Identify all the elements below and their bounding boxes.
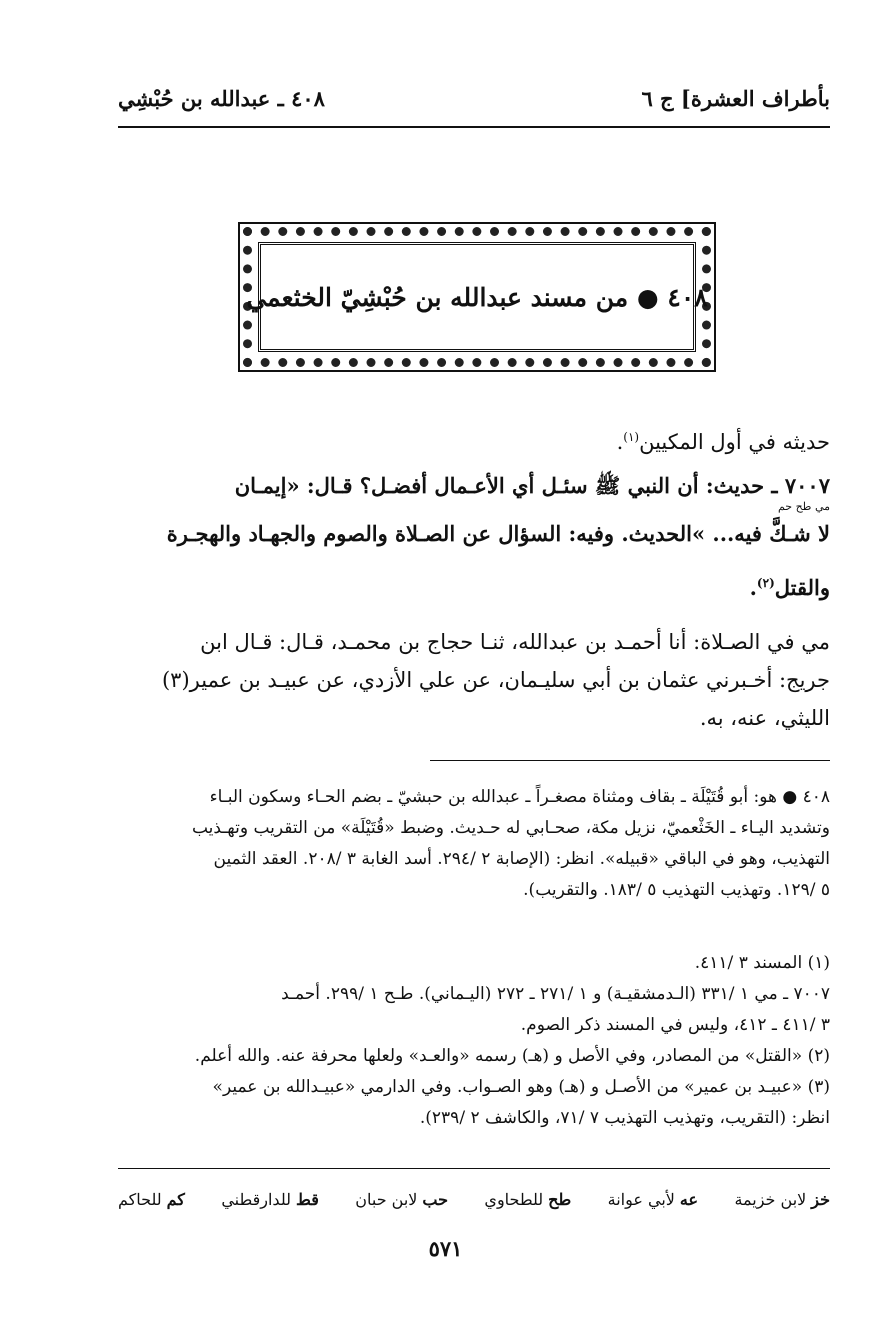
page-number: ٥٧١: [428, 1236, 463, 1261]
biography-note: [118, 782, 830, 906]
abbrev-name: للحاكم: [118, 1189, 162, 1209]
abbrev-name: لابن حبان: [355, 1189, 418, 1209]
abbrev-name: لابن خزيمة: [734, 1189, 807, 1209]
isnad-line-2: جريج: أخـبرني عثمان بن أبي سليـمان، عن علي الأزدي، عن عبيـد بن عمير(٣): [161, 668, 830, 692]
abbrev-name: للطحاوي: [484, 1189, 544, 1209]
isnad-line-1: مي في الصـلاة: أنا أحمـد بن عبدالله، ثنـا حجاج بن محمـد، قـال: قـال ابن: [200, 630, 830, 654]
abbrev-name: للدارقطني: [221, 1189, 291, 1209]
abbrev-code: خز: [811, 1189, 830, 1209]
footnote-2: (٢) «القتل» من المصادر، وفي الأصل و (هـ) رسمه «والعـد» ولعلها محرفة عنه. والله أعلم.: [194, 1046, 830, 1066]
intro-text: حديثه في أول المكيين: [639, 430, 830, 454]
footnote-hadith-refs: ٧٠٠٧ ـ مي ١ /٣٣١ (الـدمشقيـة) و ١ /٢٧١ ـ ٢٧٢ (اليـماني). طـح ١ /٢٩٩. أحمـد: [281, 984, 830, 1004]
footnotes: [118, 948, 830, 1134]
header-section-title: ٤٠٨ ـ عبدالله بن حُبْشِي: [118, 85, 325, 111]
running-header: [118, 78, 830, 118]
footnote-ref-1: (١): [623, 430, 640, 444]
abbrev-item: [484, 1190, 571, 1209]
hadith-line-2: لا شـكَّ فيه... »الحديث. وفيه: السؤال عن الصـلاة والصوم والجهـاد والهجـرة: [166, 521, 830, 546]
ornamental-title-frame: [238, 222, 716, 372]
abbrev-code: طح: [548, 1189, 572, 1209]
abbrev-code: حب: [422, 1189, 449, 1209]
abbrev-item: [734, 1190, 830, 1209]
abbrev-name: لأبي عوانة: [607, 1189, 675, 1209]
isnad-line-3: الليثي، عنه، به.: [699, 706, 830, 730]
abbrev-code: عه: [679, 1189, 699, 1209]
header-rule: [118, 126, 830, 128]
footnote-3-cont: انظر: (التقريب، وتهذيب التهذيب ٧ /٧١، والكاشف ٢ /٢٣٩).: [419, 1108, 830, 1128]
abbrev-item: [355, 1190, 448, 1209]
source-markers: مي طح حم: [777, 500, 830, 513]
hadith-line-3-text: والقتل: [774, 575, 830, 600]
footnote-1: (١) المسند ٣ /٤١١.: [694, 953, 830, 973]
abbrev-item: [608, 1190, 698, 1209]
header-book-title: بأطراف العشرة] ج ٦: [641, 85, 830, 111]
bio-line: ٤٠٨ ● هو: أبو قُتَيْلَة ـ بقاف ومثناة مصغـراً ـ عبدالله بن حبشيّ ـ بضم الحـاء وسكون البـاء: [209, 787, 830, 807]
intro-line: حديثه في أول المكيين$^{(١)}$.: [616, 430, 830, 454]
bio-line: ٥ /١٢٩. وتهذيب التهذيب ٥ /١٨٣. والتقريب).: [523, 880, 830, 900]
hadith-line-3: [118, 566, 830, 610]
section-title: ٤٠٨ ● من مسند عبدالله بن حُبْشِيّ الخثعمي: [246, 282, 708, 312]
abbrev-code: قط: [296, 1189, 319, 1209]
footnote-ref-2: (٢): [756, 576, 775, 590]
hadith-line-1: ٧٠٠٧ ـ حديث: أن النبي ﷺ سئـل أي الأعـمال أفضـل؟ قـال: «إيمـان: [234, 473, 830, 498]
bio-line: التهذيب، وهو في الباقي «قبيله». انظر: (الإصابة ٢ /٢٩٤. أسد الغابة ٣ /٢٠٨. العقد الثمين: [213, 849, 830, 869]
hadith-line-3-end: .: [749, 575, 757, 600]
bio-line: وتشديد اليـاء ـ الخَثْعميّ، نزيل مكة، صحـابي له حـديث. وضبط «قُتَيْلَة» من التقريب وتهـذيب: [191, 818, 830, 838]
footnote-separator: [430, 760, 830, 761]
abbrev-code: كم: [166, 1189, 185, 1209]
abbrev-item: [221, 1190, 319, 1209]
abbreviation-rule: [118, 1168, 830, 1169]
footnote-hadith-refs-cont: ٣ /٤١١ ـ ٤١٢، وليس في المسند ذكر الصوم.: [520, 1015, 830, 1035]
abbrev-item: [118, 1190, 185, 1209]
title-box: [246, 242, 708, 352]
abbreviation-key: [118, 1184, 830, 1214]
footnote-3: (٣) «عبيـد بن عمير» من الأصـل و (هـ) وهو الصـواب. وفي الدارمي «عبيـدالله بن عمير»: [212, 1077, 830, 1097]
